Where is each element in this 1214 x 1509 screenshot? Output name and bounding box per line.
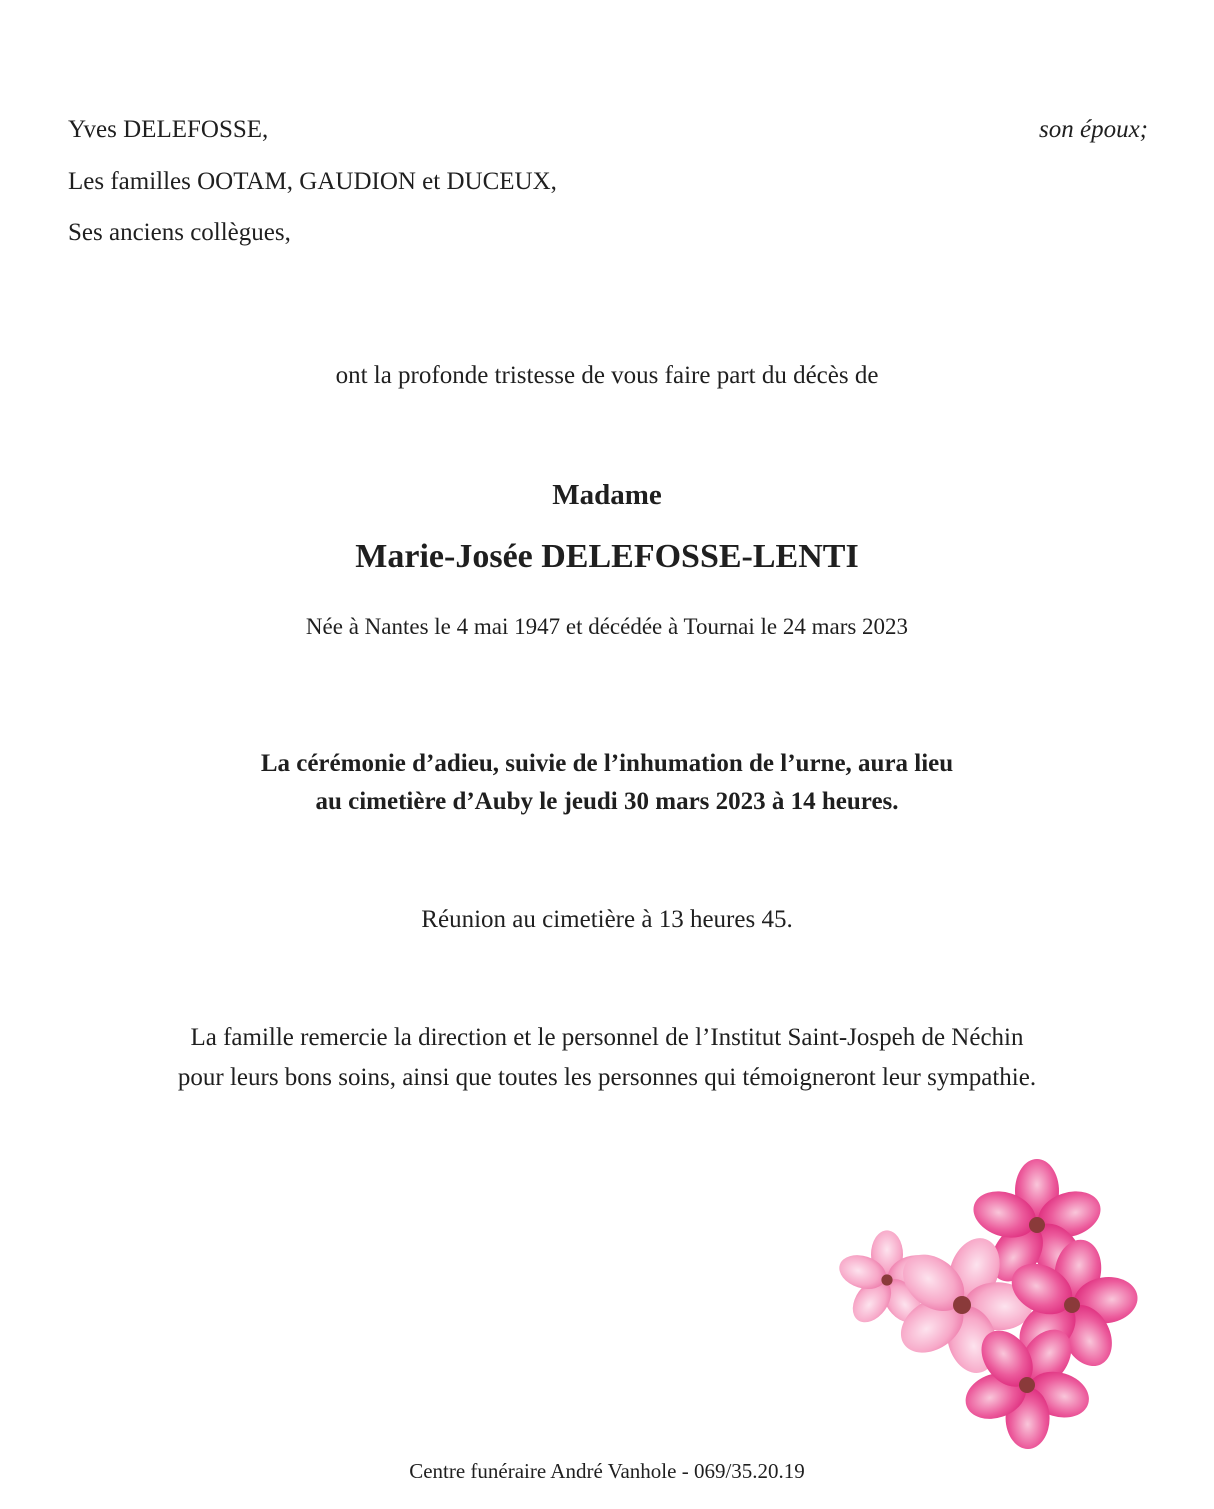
ceremony-line-2: au cimetière d’Auby le jeudi 30 mars 2023 à 14 heures. — [315, 788, 899, 815]
funeral-home-footer: Centre funéraire André Vanhole - 069/35.20.19 — [409, 1459, 805, 1483]
announcement-text: ont la profonde tristesse de vous faire part du décès de — [335, 362, 879, 389]
deceased-dates: Née à Nantes le 4 mai 1947 et décédée à Tournai le 24 mars 2023 — [305, 614, 909, 639]
meeting-text: Réunion au cimetière à 13 heures 45. — [421, 906, 793, 933]
family-line-spouse: Yves DELEFOSSE, — [68, 116, 269, 143]
thanks-line-2: pour leurs bons soins, ainsi que toutes les personnes qui témoigneront leur sympathie. — [177, 1064, 1037, 1091]
deceased-salutation: Madame — [552, 479, 662, 511]
pink-blossom-flowers-icon — [832, 1150, 1152, 1450]
ceremony-line-1: La cérémonie d’adieu, suivie de l’inhumation de l’urne, aura lieu — [260, 750, 954, 777]
family-line-families: Les familles OOTAM, GAUDION et DUCEUX, — [68, 168, 557, 195]
spouse-role-label: son époux; — [1039, 116, 1148, 143]
family-line-colleagues: Ses anciens collègues, — [68, 219, 291, 246]
thanks-line-1: La famille remercie la direction et le personnel de l’Institut Saint-Jospeh de Néchin — [190, 1024, 1024, 1051]
deceased-name: Marie-Josée DELEFOSSE-LENTI — [355, 538, 859, 575]
